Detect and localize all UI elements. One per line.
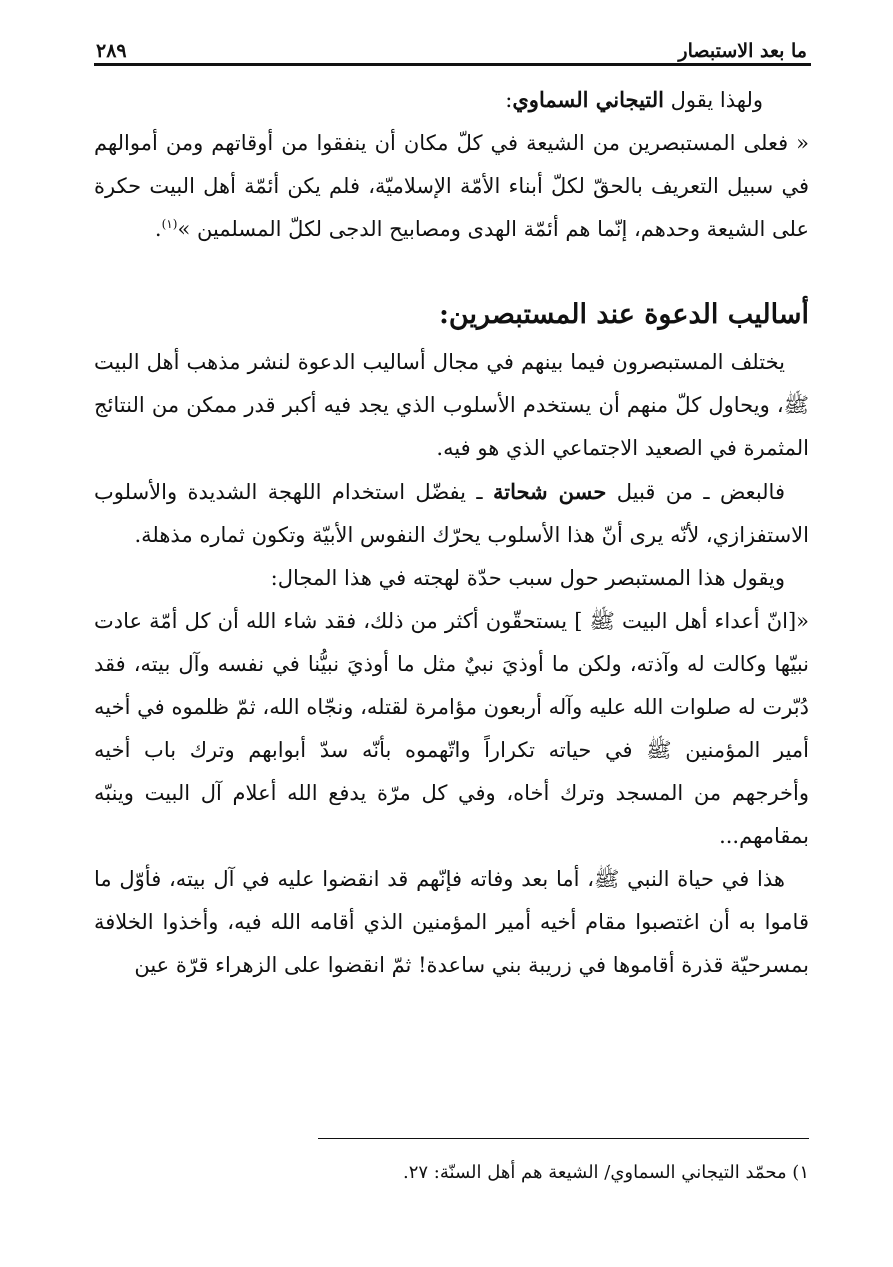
running-header xyxy=(96,28,807,62)
quote-tijani xyxy=(94,122,809,251)
quote-tijani-end: . xyxy=(154,217,162,241)
footnote-rule xyxy=(318,1138,809,1139)
intro-author-name: التيجاني السماوي xyxy=(512,87,664,112)
person-name: حسن شحاتة xyxy=(492,479,607,504)
section-heading: أساليب الدعوة عند المستبصرين: xyxy=(438,299,809,330)
paragraph-shahata-before: فالبعض ـ من قبيل xyxy=(606,480,785,504)
intro-colon: : xyxy=(505,88,513,112)
footnote: ١) محمّد التيجاني السماوي/ الشيعة هم أهل السنّة: ٢٧. xyxy=(403,1162,809,1183)
paragraph-shahata xyxy=(94,470,809,557)
paragraph-methods: يختلف المستبصرون فيما بينهم في مجال أساليب الدعوة لنشر مذهب أهل البيت ﷺ، ويحاول كلّ منهم أن يستخدم الأسلوب الذي يجد فيه أكبر قدر ممكن من النتائج المثمرة في الصعيد الاجتماعي الذي هو فيه. xyxy=(94,350,809,460)
paragraph-shahata-after: ـ يفضّل استخدام اللهجة الشديدة والأسلوب الاستفزازي، لأنّه يرى أنّ هذا الأسلوب يحرّك النفوس الأبيّة وتكون ثماره مذهلة. xyxy=(94,480,809,547)
quote-tijani-text: « فعلى المستبصرين من الشيعة في كلّ مكان أن ينفقوا من أوقاتهم ومن أموالهم في سبيل التعريف بالحقّ لكلّ أبناء الأمّة الإسلاميّة، فلم يكن أئمّة أهل البيت حكرة على الشيعة وحدهم، إنّما هم أئمّة الهدى ومصابيح الدجى لكلّ المسلمين » xyxy=(94,131,809,241)
page-body xyxy=(94,78,809,987)
header-rule xyxy=(94,63,811,66)
running-title: ما بعد الاستبصار xyxy=(678,40,807,62)
footnote-ref: (١) xyxy=(161,217,178,231)
paragraph-prophet: هذا في حياة النبي ﷺ، أما بعد وفاته فإنّهم قد انقضوا عليه في آل بيته، فأوّل ما قاموا به أن اغتصبوا مقام أخيه أمير المؤمنين الذي أقامه الله فيه، وأخذوا الخلافة بمسرحيّة قذرة أقاموها في زريبة بني ساعدة! ثمّ انقضوا على الزهراء قرّة عين xyxy=(94,867,809,977)
quote-shahata: «[انّ أعداء أهل البيت ﷺ ] يستحقّون أكثر من ذلك، فقد شاء الله أن كل أمّة عادت نبيّها وكالت له وآذته، ولكن ما أوذيَ نبيٌ مثل ما أوذيَ نبيُّنا في نفسه وآل بيته، فقد دُبّرت له صلوات الله عليه وآله أربعون مؤامرة لقتله، ونجّاه الله، ثمّ ظلموه في أخيه أمير المؤمنين ﷺ في حياته تكراراً واتّهموه بأنّه سدّ أبوابهم وترك باب أخيه وأخرجهم من المسجد وترك أخاه، وفي كل مرّة يدفع الله أعلام آل البيت وينبّه بمقامهم... xyxy=(94,609,810,848)
intro-line xyxy=(94,78,809,122)
page-number: ٢٨٩ xyxy=(96,40,127,62)
paragraph-intro-quote: ويقول هذا المستبصر حول سبب حدّة لهجته في هذا المجال: xyxy=(270,566,785,590)
intro-lead: ولهذا يقول xyxy=(663,88,763,112)
